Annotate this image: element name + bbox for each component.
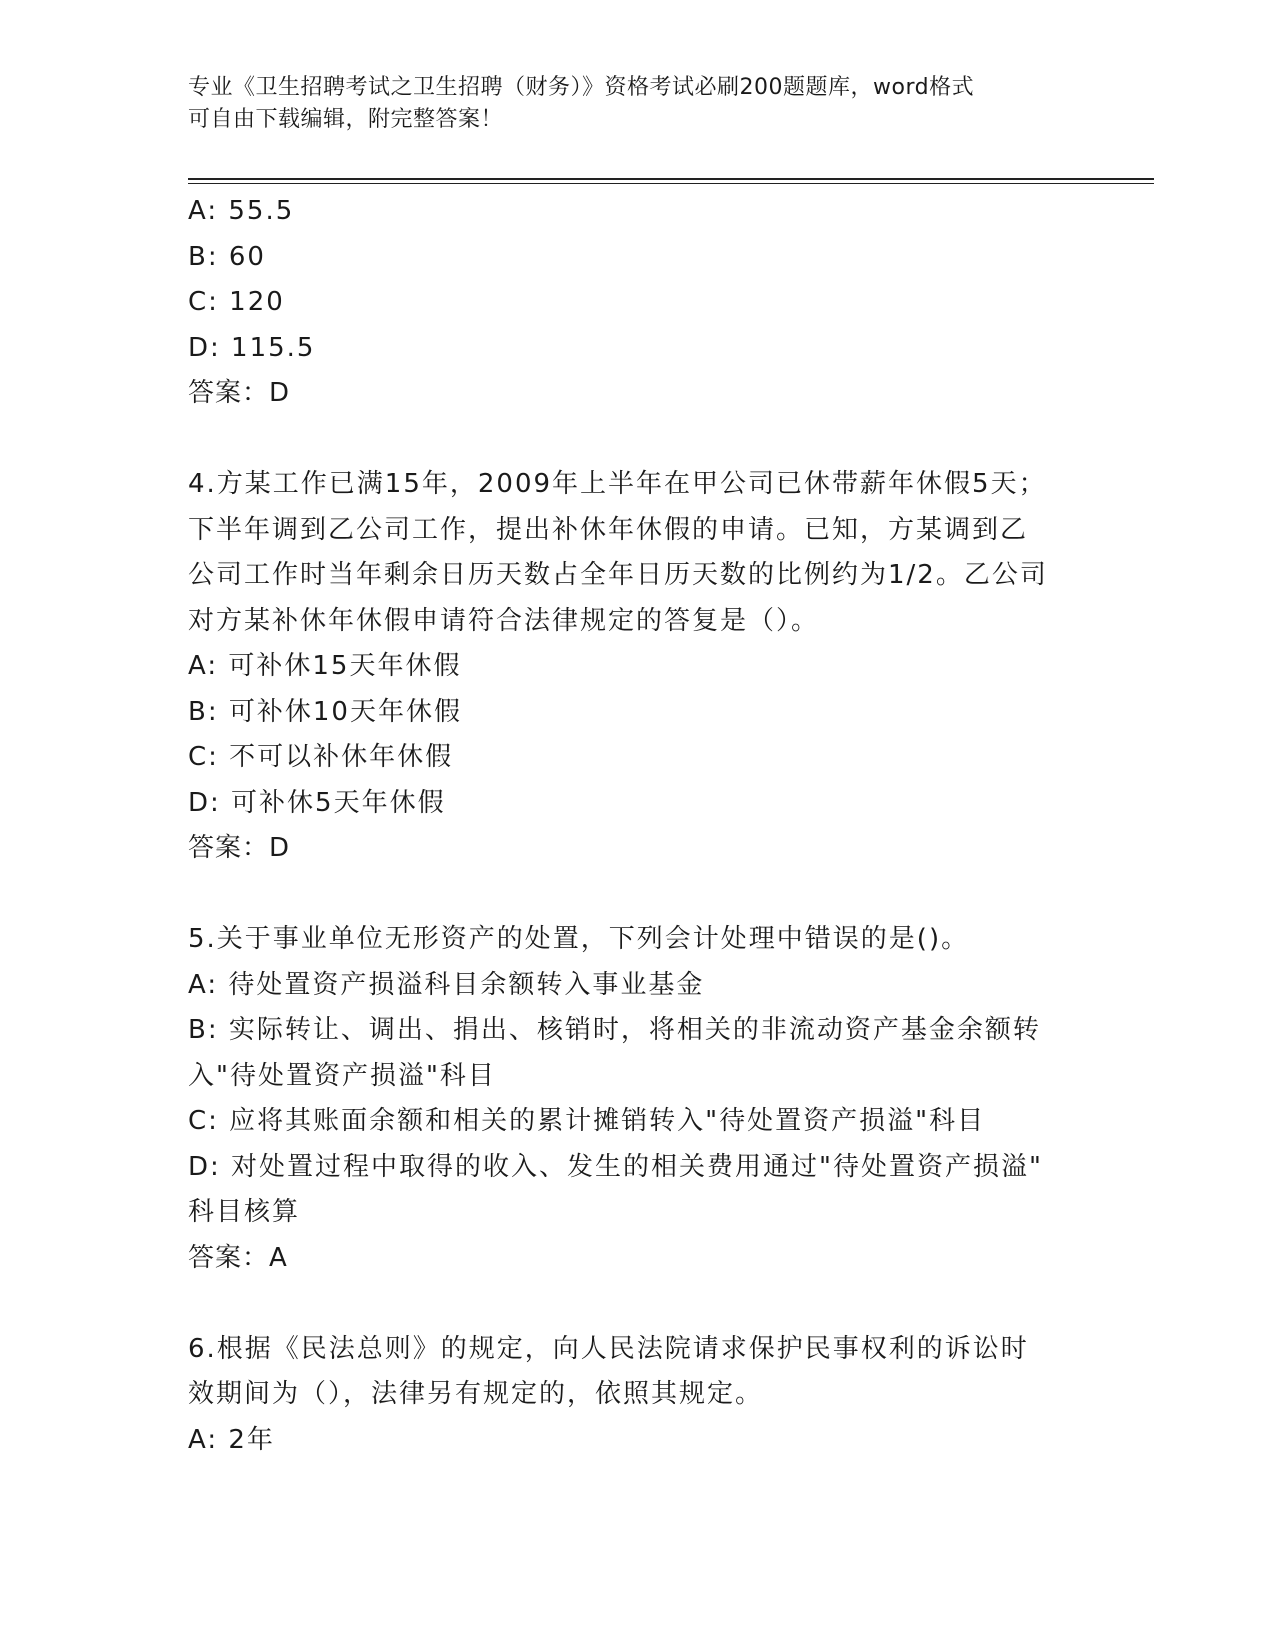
q5-option-d-cont: 科目核算 [188,1197,301,1227]
question-3 [188,189,1088,417]
question-5 [188,917,1088,1281]
q3-option-a: A: 55.5 [188,196,295,226]
q4-option-c: C: 不可以补休年休假 [188,742,454,772]
q6-stem-line-2: 效期间为（），法律另有规定的，依照其规定。 [188,1379,764,1409]
q3-option-c: C: 120 [188,287,285,317]
q4-stem-line-3: 公司工作时当年剩余日历天数占全年日历天数的比例约为1/2。乙公司 [188,560,1048,590]
question-6 [188,1327,1088,1464]
question-content [188,189,1088,1463]
q4-option-b: B: 可补休10天年休假 [188,696,462,727]
document-header [188,72,1088,136]
q3-answer: 答案：D [188,378,291,408]
q5-option-a: A: 待处置资产损溢科目余额转入事业基金 [188,969,705,1000]
header-line-1: 专业《卫生招聘考试之卫生招聘（财务）》资格考试必刷200题题库，word格式 [188,75,975,100]
q5-option-b-cont: 入"待处置资产损溢"科目 [188,1060,496,1091]
q3-option-d: D: 115.5 [188,332,316,363]
spacer [188,1281,1088,1327]
q4-option-a: A: 可补休15天年休假 [188,651,462,681]
q3-option-b: B: 60 [188,241,266,272]
q6-option-a: A: 2年 [188,1424,275,1455]
q4-stem-line-1: 4.方某工作已满15年，2009年上半年在甲公司已休带薪年休假5天； [188,469,1047,499]
q6-stem-line-1: 6.根据《民法总则》的规定，向人民法院请求保护民事权利的诉讼时 [188,1333,1029,1364]
q4-stem-line-4: 对方某补休年休假申请符合法律规定的答复是（）。 [188,605,820,636]
question-4 [188,462,1088,872]
q5-option-d: D: 对处置过程中取得的收入、发生的相关费用通过"待处置资产损溢" [188,1151,1043,1182]
q5-answer: 答案：A [188,1242,288,1273]
q5-option-c: C: 应将其账面余额和相关的累计摊销转入"待处置资产损溢"科目 [188,1106,986,1136]
q4-option-d: D: 可补休5天年休假 [188,787,446,818]
q5-stem-line-1: 5.关于事业单位无形资产的处置，下列会计处理中错误的是()。 [188,924,970,954]
spacer [188,417,1088,463]
q4-answer: 答案：D [188,833,291,863]
header-rule-thin [188,183,1154,184]
q4-stem-line-2: 下半年调到乙公司工作，提出补休年休假的申请。已知，方某调到乙 [188,514,1029,545]
q5-option-b: B: 实际转让、调出、捐出、核销时，将相关的非流动资产基金余额转 [188,1015,1041,1045]
header-line-2: 可自由下载编辑，附完整答案！ [188,107,504,132]
spacer [188,872,1088,918]
header-rule-thick [188,178,1154,180]
